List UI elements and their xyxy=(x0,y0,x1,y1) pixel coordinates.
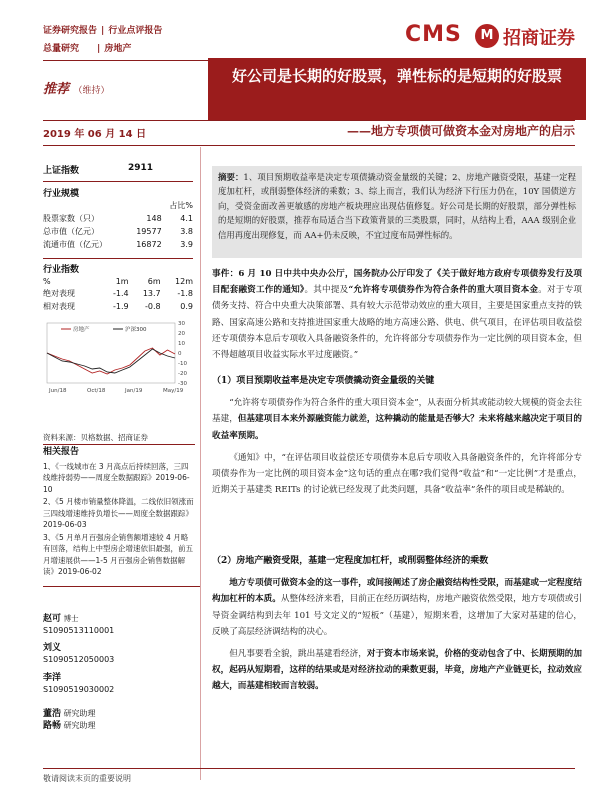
perf-value: -1.4 xyxy=(113,289,129,298)
perf-header: 6m xyxy=(147,276,161,286)
sec2-p1-b: 从整体经济来看，目前正在经历调结构，房地产融资依然受限，地方专项债或引导资金调结构到去年 101 号文定义的“短板”（基建），短期来看，这增加了大家对基建的信心，反映了高层经济调结构的决心。 xyxy=(212,594,582,637)
sec2-p2-b: 对于资本市场来说，价格的变动包含了中、长期预期的加权，起码从短期看，这样的结果或是对经济拉动的乘数更弱，毕竟，房地产产业链更长，拉动效应越大，而基建相较而言较弱。 xyxy=(212,649,582,692)
perf-value: 0.9 xyxy=(180,302,193,311)
analyst-divider xyxy=(43,586,200,587)
cms-logo xyxy=(405,20,575,54)
analyst-entry xyxy=(43,643,114,665)
assistant-name: 董浩 xyxy=(43,709,62,719)
section-1-para-1 xyxy=(212,395,582,444)
table-row xyxy=(43,300,193,313)
rating-label: 推荐 xyxy=(43,82,70,97)
analyst-id: S1090512050003 xyxy=(43,655,115,664)
industry-scale xyxy=(43,181,193,251)
footer-divider xyxy=(43,768,575,769)
scale-row-label: 总市值（亿元） xyxy=(43,227,99,236)
scale-row-pct: 3.8 xyxy=(180,227,193,236)
report-date: 2019 年 06 月 14 日 xyxy=(43,129,147,140)
related-report-item[interactable]: 2、《5 月楼市销量整体降温，二线依旧领涨而三四线增速维持负增长——周度全数据跟踪》2019-06-03 xyxy=(43,497,194,529)
table-row xyxy=(43,212,193,225)
abstract-text: 1、项目预期收益率是决定专项债撬动资金量级的关键；2、房地产融资受限，基建一定程度加杠杆，或削弱整体经济的乘数；3、综上而言，我们认为经济下行压力仍在，10Y 国债逆方向，受资金面改善更敏感的房地产板块理应出现估值修复。好公司是长期的好股票，部分弹性标的是短期的好股票，推荐布局适合当下政策背景的三类股票，同时，从结构上看，AAA 级别企业信用再度出现修复，而 AA+仍未反映，不宜过度布局弹性标的。 xyxy=(218,172,577,240)
index-value: 2911 xyxy=(127,163,153,173)
logo-mark-icon: M xyxy=(475,24,499,48)
event-lead: 事件：6 月 10 日中共中央办公厅，国务院办公厅印发了《关于做好地方政府专项债券发行及项目配套融资工作的通知》 xyxy=(212,269,582,296)
analyst-name: 李洋 xyxy=(43,673,62,683)
x-tick-label: Jun/18 xyxy=(49,388,67,394)
perf-value: -1.8 xyxy=(177,289,193,298)
y-tick-label: 20 xyxy=(178,331,185,337)
column-divider xyxy=(200,147,201,780)
sec2-p2-a: 但凡事要看全貌，跳出基建看经济， xyxy=(229,649,367,660)
scale-row-label: 股票家数（只） xyxy=(43,214,99,223)
assistant-title: 研究助理 xyxy=(63,721,96,730)
analyst-name: 刘义 xyxy=(43,643,62,653)
perf-value: 13.7 xyxy=(142,289,161,298)
section-2-para-2 xyxy=(212,646,582,695)
scale-row-pct: 3.9 xyxy=(180,240,193,249)
section-2 xyxy=(212,553,582,695)
y-tick-label: 0 xyxy=(178,351,182,357)
section-2-para-1 xyxy=(212,575,582,640)
report-title: 好公司是长期的好股票，弹性标的是短期的好股票 xyxy=(208,58,586,120)
related-reports xyxy=(43,444,195,579)
analyst-entry xyxy=(43,673,114,695)
sec1-p1-a: “允许将专项债券作为符合条件的重大项目资本金”，从表面分析其或能动较大规模的资金去往基建， xyxy=(212,398,582,425)
scale-row-value: 16872 xyxy=(136,240,162,249)
performance-title: 行业指数 xyxy=(43,265,80,275)
table-row xyxy=(43,238,193,251)
analyst-id: S1090513110001 xyxy=(43,626,115,635)
title-divider xyxy=(43,120,575,121)
scale-row-value: 19577 xyxy=(136,227,162,236)
analyst-entry xyxy=(43,613,114,636)
table-row xyxy=(43,287,193,300)
report-type: 证券研究报告 xyxy=(43,26,98,36)
y-tick-label: 10 xyxy=(178,341,185,347)
event-paragraph xyxy=(212,266,582,363)
index-block xyxy=(43,163,193,176)
analyst-name: 赵可 xyxy=(43,614,62,624)
sec2-p1-a: 地方专项债可做资本金的这一事件，或间接阐述了房企融资结构性受限，而基建或一定程度结构加杠杆的本质。 xyxy=(212,578,582,605)
legend-label: 房地产 xyxy=(73,327,90,333)
perf-value: -0.8 xyxy=(145,302,161,311)
industry-scale-title: 行业规模 xyxy=(43,189,80,199)
abstract-box xyxy=(212,166,582,258)
chart-source: 资料来源：贝格数据、招商证券 xyxy=(43,433,148,442)
footer-note: 敬请阅读末页的重要说明 xyxy=(43,774,131,783)
perf-value: -1.9 xyxy=(113,302,129,311)
report-header: 证券研究报告 | 行业点评报告 总量研究 | 房地产 xyxy=(43,26,163,54)
logo-latin: CMS xyxy=(405,22,462,47)
series-line-industry xyxy=(47,348,175,374)
table-row xyxy=(43,225,193,238)
report-category: 行业点评报告 xyxy=(108,26,163,36)
assistant-name: 路畅 xyxy=(43,721,62,731)
y-tick-label: -20 xyxy=(178,371,187,377)
scale-row-value: 148 xyxy=(146,214,162,223)
perf-header: % xyxy=(43,276,51,286)
perf-row-label: 相对表现 xyxy=(43,302,75,311)
rating xyxy=(43,78,110,97)
assistant-title: 研究助理 xyxy=(63,709,96,718)
analyst-title: 博士 xyxy=(63,614,79,623)
abstract-lead: 摘要： xyxy=(218,172,244,182)
logo-chinese: 招商证券 xyxy=(503,28,575,49)
scale-row-pct: 4.1 xyxy=(180,214,193,223)
section-1-heading: （1）项目预期收益率是决定专项债撬动资金量级的关键 xyxy=(212,376,435,386)
index-label: 上证指数 xyxy=(43,166,80,176)
performance-chart xyxy=(43,317,193,395)
perf-row-label: 绝对表现 xyxy=(43,289,75,298)
report-subtype: 总量研究 xyxy=(43,44,80,54)
event-rest: 。对于专项债务支持、符合中央重大决策部署、具有较大示范带动效应的重大项目，主要是国家重点支持的铁路、国家高速公路和支持推进国家重大战略的地方高速公路、供电、供气项目，在评估项目收益偿还专项债券本息后专项收入具备融资条件的，允许将部分专项债券作为一定比例的项目资本金，但不得超越项目收益实际水平过度融资。” xyxy=(212,285,582,361)
y-tick-label: 30 xyxy=(178,321,185,327)
x-tick-label: Jan/19 xyxy=(125,388,143,394)
plot-frame xyxy=(47,323,175,383)
related-title: 相关报告 xyxy=(43,444,195,459)
scale-row-label: 流通市值（亿元） xyxy=(43,240,107,249)
subtitle-divider xyxy=(43,145,575,146)
y-tick-label: -30 xyxy=(178,381,187,387)
x-tick-label: Oct/18 xyxy=(87,388,106,394)
series-line-hs300 xyxy=(47,349,175,373)
y-tick-label: -10 xyxy=(178,361,187,367)
section-1 xyxy=(212,373,582,498)
assistant-entry xyxy=(43,708,96,732)
section-1-para-2: 《通知》中，“在评估项目收益偿还专项债券本息后专项收入具备融资条件的，允许将部分专项债券作为一定比例的项目资本金”这句话的重点在哪?我们觉得“收益”和“一定比例”才是重点，近期关于基建类 REITs 的讨论就已经发现了此类问题，具备“收益率”条件的项目或是稀缺的。 xyxy=(212,452,582,496)
performance-table xyxy=(43,275,193,313)
related-report-item[interactable]: 3、《5 月单月百强房企销售额增速较 4 月略有回落，结构上中型房企增速依旧最强，前五月增速展供——1-5 月百强房企销售数据解读》2019-06-02 xyxy=(43,532,193,576)
perf-header: 1m xyxy=(115,276,129,286)
report-subtitle: ——地方专项债可做资本金对房地产的启示 xyxy=(346,124,575,138)
industry-scale-table xyxy=(43,199,193,251)
event-quote: “允许将专项债券作为符合条件的重大项目资本金 xyxy=(348,285,539,296)
analyst-id: S1090519030002 xyxy=(43,685,115,694)
x-tick-label: May/19 xyxy=(163,388,184,394)
sec1-p1-b: 但基建项目本来外源融资能力就差，这种撬动的能量是否够大？未来将越来越决定于项目的收益率预期。 xyxy=(212,414,582,441)
perf-header: 12m xyxy=(175,276,193,286)
related-report-item[interactable]: 1、《一线城市在 3 月高点后持续回落，三四线维持弱势——周度全数据跟踪》2019-06-10 xyxy=(43,461,190,494)
legend-label: 沪深300 xyxy=(125,327,147,333)
event-mid: 。其中提及 xyxy=(304,285,349,296)
industry-performance xyxy=(43,258,193,313)
report-industry: 房地产 xyxy=(104,44,132,54)
rating-note: （维持） xyxy=(73,86,110,96)
section-2-heading: （2）房地产融资受限，基建一定程度加杠杆，或削弱整体经济的乘数 xyxy=(212,556,489,566)
scale-col-header: 占比% xyxy=(169,201,193,210)
